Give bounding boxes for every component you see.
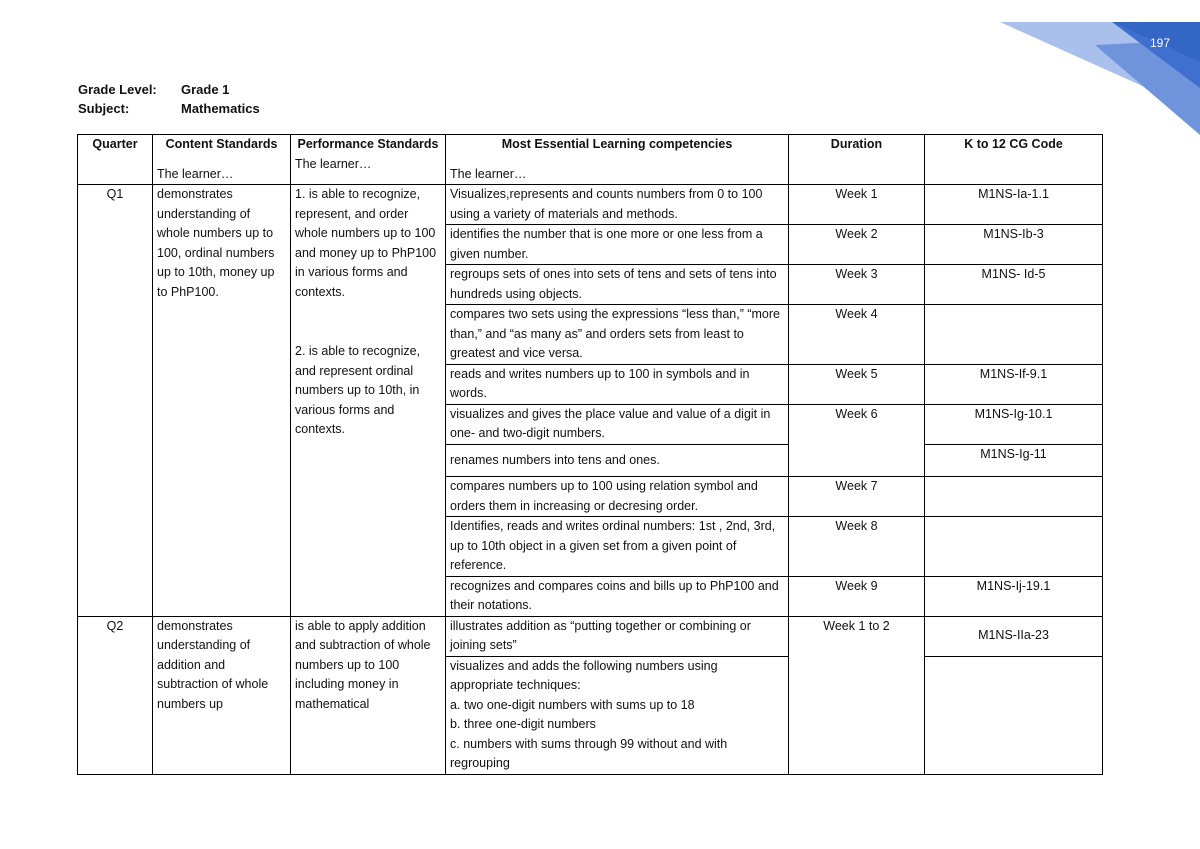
duration-cell: Week 6 <box>789 404 925 477</box>
table-row <box>78 185 1103 225</box>
duration-cell: Week 7 <box>789 477 925 517</box>
quarter-cell: Q1 <box>78 185 153 617</box>
learner-label: The learner… <box>450 166 527 181</box>
code-cell: M1NS-IIa-23 <box>925 616 1103 656</box>
header-performance-standards: Performance Standards The learner… <box>291 135 446 185</box>
duration-cell: Week 1 <box>789 185 925 225</box>
subject-row <box>78 99 260 118</box>
header-quarter: Quarter <box>78 135 153 185</box>
learner-label: The learner… <box>157 166 234 181</box>
content-standard-cell: demonstrates understanding of whole numbers up to 100, ordinal numbers up to 10th, money up to PhP100. <box>153 185 291 617</box>
header-content-standards: Content Standards The learner… <box>153 135 291 185</box>
performance-standard-cell: is able to apply addition and subtraction of whole numbers up to 100 including money in mathematical <box>291 616 446 774</box>
competency-line: visualizes and adds the following numbers using appropriate techniques: <box>450 658 718 692</box>
duration-cell: Week 2 <box>789 225 925 265</box>
corner-decoration <box>1000 0 1200 140</box>
competency-line: b. three one-digit numbers <box>450 717 596 731</box>
header-duration: Duration <box>789 135 925 185</box>
performance-standard-1: 1. is able to recognize, represent, and order whole numbers up to 100 and money up to PhP100 in various forms and contexts. <box>295 187 437 299</box>
competency-cell: compares numbers up to 100 using relation symbol and orders them in increasing or decresing order. <box>446 477 789 517</box>
competency-cell: regroups sets of ones into sets of tens and sets of tens into hundreds using objects. <box>446 265 789 305</box>
duration-cell: Week 9 <box>789 576 925 616</box>
competency-cell: identifies the number that is one more or one less from a given number. <box>446 225 789 265</box>
grade-level-label: Grade Level: <box>78 82 157 97</box>
quarter-cell: Q2 <box>78 616 153 774</box>
header-code: K to 12 CG Code <box>925 135 1103 185</box>
duration-cell: Week 8 <box>789 517 925 577</box>
competency-cell: renames numbers into tens and ones. <box>446 444 789 477</box>
code-cell: M1NS-Ig-11 <box>925 444 1103 477</box>
subject-label: Subject: <box>78 101 130 116</box>
code-cell: M1NS-Ij-19.1 <box>925 576 1103 616</box>
competency-cell: reads and writes numbers up to 100 in symbols and in words. <box>446 364 789 404</box>
duration-cell: Week 1 to 2 <box>789 616 925 774</box>
document-meta <box>78 80 260 118</box>
curriculum-table <box>77 134 1103 775</box>
code-cell <box>925 517 1103 577</box>
code-cell <box>925 305 1103 365</box>
code-cell: M1NS-Ia-1.1 <box>925 185 1103 225</box>
performance-standard-cell <box>291 185 446 617</box>
code-cell: M1NS-If-9.1 <box>925 364 1103 404</box>
competency-line: a. two one-digit numbers with sums up to 18 <box>450 697 695 712</box>
code-cell <box>925 656 1103 774</box>
competency-cell: compares two sets using the expressions “less than,” “more than,” and “as many as” and orders sets from least to greatest and vice versa. <box>446 305 789 365</box>
competency-line: c. numbers with sums through 99 without and with regrouping <box>450 736 728 770</box>
code-cell: M1NS- Id-5 <box>925 265 1103 305</box>
competency-cell: recognizes and compares coins and bills up to PhP100 and their notations. <box>446 576 789 616</box>
header-competencies: Most Essential Learning competencies The learner… <box>446 135 789 185</box>
code-cell <box>925 477 1103 517</box>
learner-label: The learner… <box>295 156 372 171</box>
grade-level-row <box>78 80 260 99</box>
code-cell: M1NS-Ig-10.1 <box>925 404 1103 444</box>
competency-cell <box>446 656 789 774</box>
content-standard-cell: demonstrates understanding of addition and subtraction of whole numbers up <box>153 616 291 774</box>
grade-level-value: Grade 1 <box>181 82 230 97</box>
header-row <box>78 135 1103 185</box>
code-cell: M1NS-Ib-3 <box>925 225 1103 265</box>
duration-cell: Week 3 <box>789 265 925 305</box>
page-number: 197 <box>1149 36 1170 50</box>
duration-cell: Week 5 <box>789 364 925 404</box>
competency-cell: Visualizes,represents and counts numbers from 0 to 100 using a variety of materials and methods. <box>446 185 789 225</box>
competency-cell: illustrates addition as “putting together or combining or joining sets” <box>446 616 789 656</box>
performance-standard-2: 2. is able to recognize, and represent ordinal numbers up to 10th, in various forms and contexts. <box>295 344 421 436</box>
competency-cell: Identifies, reads and writes ordinal numbers: 1st , 2nd, 3rd, up to 10th object in a given set from a given point of reference. <box>446 517 789 577</box>
subject-value: Mathematics <box>181 101 260 116</box>
duration-cell: Week 4 <box>789 305 925 365</box>
table-row <box>78 616 1103 656</box>
competency-cell: visualizes and gives the place value and value of a digit in one- and two-digit numbers. <box>446 404 789 444</box>
